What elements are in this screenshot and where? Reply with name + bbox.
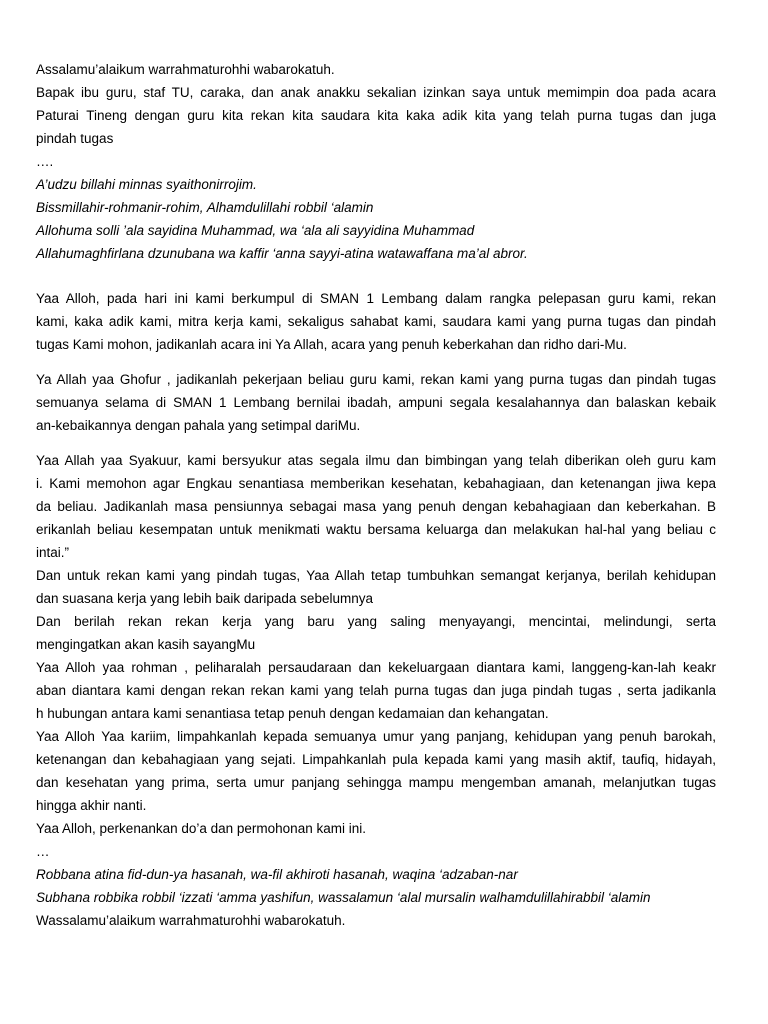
text-line: Assalamu’alaikum warrahmaturohhi wabarokatuh.: [36, 62, 335, 77]
text-line: pindah tugas: [36, 131, 114, 146]
text-line: Paturai Tineng dengan guru kita rekan kita saudara kita kaka adik kita yang telah purna tugas dan juga: [36, 108, 716, 123]
text-line: an-kebaikannya dengan pahala yang setimpal dariMu.: [36, 418, 361, 433]
text-line: hingga akhir nanti.: [36, 798, 147, 813]
text-line: Dan untuk rekan kami yang pindah tugas, Yaa Allah tetap tumbuhkan semangat kerjanya, berilah kehidupan: [36, 568, 716, 583]
text-line: erikanlah beliau kesempatan untuk menikmati waktu bersama keluarga dan melakukan hal-hal yang beliau c: [36, 522, 716, 537]
text-line: Yaa Allah yaa Syakuur, kami bersyukur atas segala ilmu dan bimbingan yang telah diberikan oleh guru kam: [36, 453, 716, 468]
text-line: Yaa Alloh Yaa kariim, limpahkanlah kepada semuanya umur yang panjang, kehidupan yang penuh barokah,: [36, 729, 716, 744]
text-line: semuanya selama di SMAN 1 Lembang bernilai ibadah, ampuni segala kesalahannya dan balaskan kebaik: [36, 395, 716, 410]
text-line: dan kesehatan yang prima, serta umur panjang sehingga mampu mengemban amanah, melanjutkan tugas: [36, 775, 716, 790]
text-line: Robbana atina fid-dun-ya hasanah, wa-fil akhiroti hasanah, waqina ‘adzaban-nar: [36, 867, 518, 882]
text-line: tugas Kami mohon, jadikanlah acara ini Ya Allah, acara yang penuh keberkahan dan ridho dari-Mu.: [36, 337, 627, 352]
text-line: dan suasana kerja yang lebih baik daripada sebelumnya: [36, 591, 373, 606]
text-line: intai.”: [36, 545, 70, 560]
text-line: Ya Allah yaa Ghofur , jadikanlah pekerjaan beliau guru kami, rekan kami yang purna tugas dan pindah tugas: [36, 372, 716, 387]
text-line: Allohuma solli ’ala sayidina Muhammad, wa ‘ala ali sayyidina Muhammad: [36, 223, 475, 238]
text-line: A’udzu billahi minnas syaithonirrojim.: [36, 177, 257, 192]
text-line: Bissmillahir-rohmanir-rohim, Alhamdulillahi robbil ‘alamin: [36, 200, 374, 215]
text-line: Subhana robbika robbil ‘izzati ‘amma yashifun, wassalamun ‘alal mursalin walhamdulillahirabbil ‘alamin: [36, 890, 651, 905]
text-line: Allahumaghfirlana dzunubana wa kaffir ‘anna sayyi-atina watawaffana ma’al abror.: [36, 246, 528, 261]
text-line: Bapak ibu guru, staf TU, caraka, dan anak anakku sekalian izinkan saya untuk memimpin doa pada acara: [36, 85, 716, 100]
text-line: i. Kami memohon agar Engkau senantiasa memberikan kesehatan, kebahagiaan, dan ketenangan jiwa kepa: [36, 476, 716, 491]
text-line: da beliau. Jadikanlah masa pensiunnya sebagai masa yang penuh dengan kebahagiaan dan keberkahan. B: [36, 499, 716, 514]
text-line: Wassalamu’alaikum warrahmaturohhi wabarokatuh.: [36, 913, 346, 928]
text-line: mengingatkan akan kasih sayangMu: [36, 637, 256, 652]
text-line: ….: [36, 154, 54, 169]
text-line: Yaa Alloh, pada hari ini kami berkumpul di SMAN 1 Lembang dalam rangka pelepasan guru kami, rekan: [36, 291, 716, 306]
text-line: ketenangan dan kebahagiaan yang sejati. Limpahkanlah pula kepada kami yang masih aktif, taufiq, hidayah,: [36, 752, 716, 767]
text-line: aban diantara kami dengan rekan rekan kami yang telah purna tugas dan juga pindah tugas , serta jadikanla: [36, 683, 716, 698]
text-line: h hubungan antara kami senantiasa tetap penuh dengan kedamaian dan kehangatan.: [36, 706, 549, 721]
text-line: Yaa Alloh, perkenankan do’a dan permohonan kami ini.: [36, 821, 366, 836]
text-line: kami, kaka adik kami, mitra kerja kami, sekaligus sahabat kami, saudara kami yang purna tugas dan pindah: [36, 314, 716, 329]
text-line: …: [36, 844, 50, 859]
text-line: Dan berilah rekan rekan kerja yang baru yang saling menyayangi, mencintai, melindungi, serta: [36, 614, 716, 629]
text-line: Yaa Alloh yaa rohman , peliharalah persaudaraan dan kekeluargaan diantara kami, langgeng-kan-lah keakr: [36, 660, 716, 675]
